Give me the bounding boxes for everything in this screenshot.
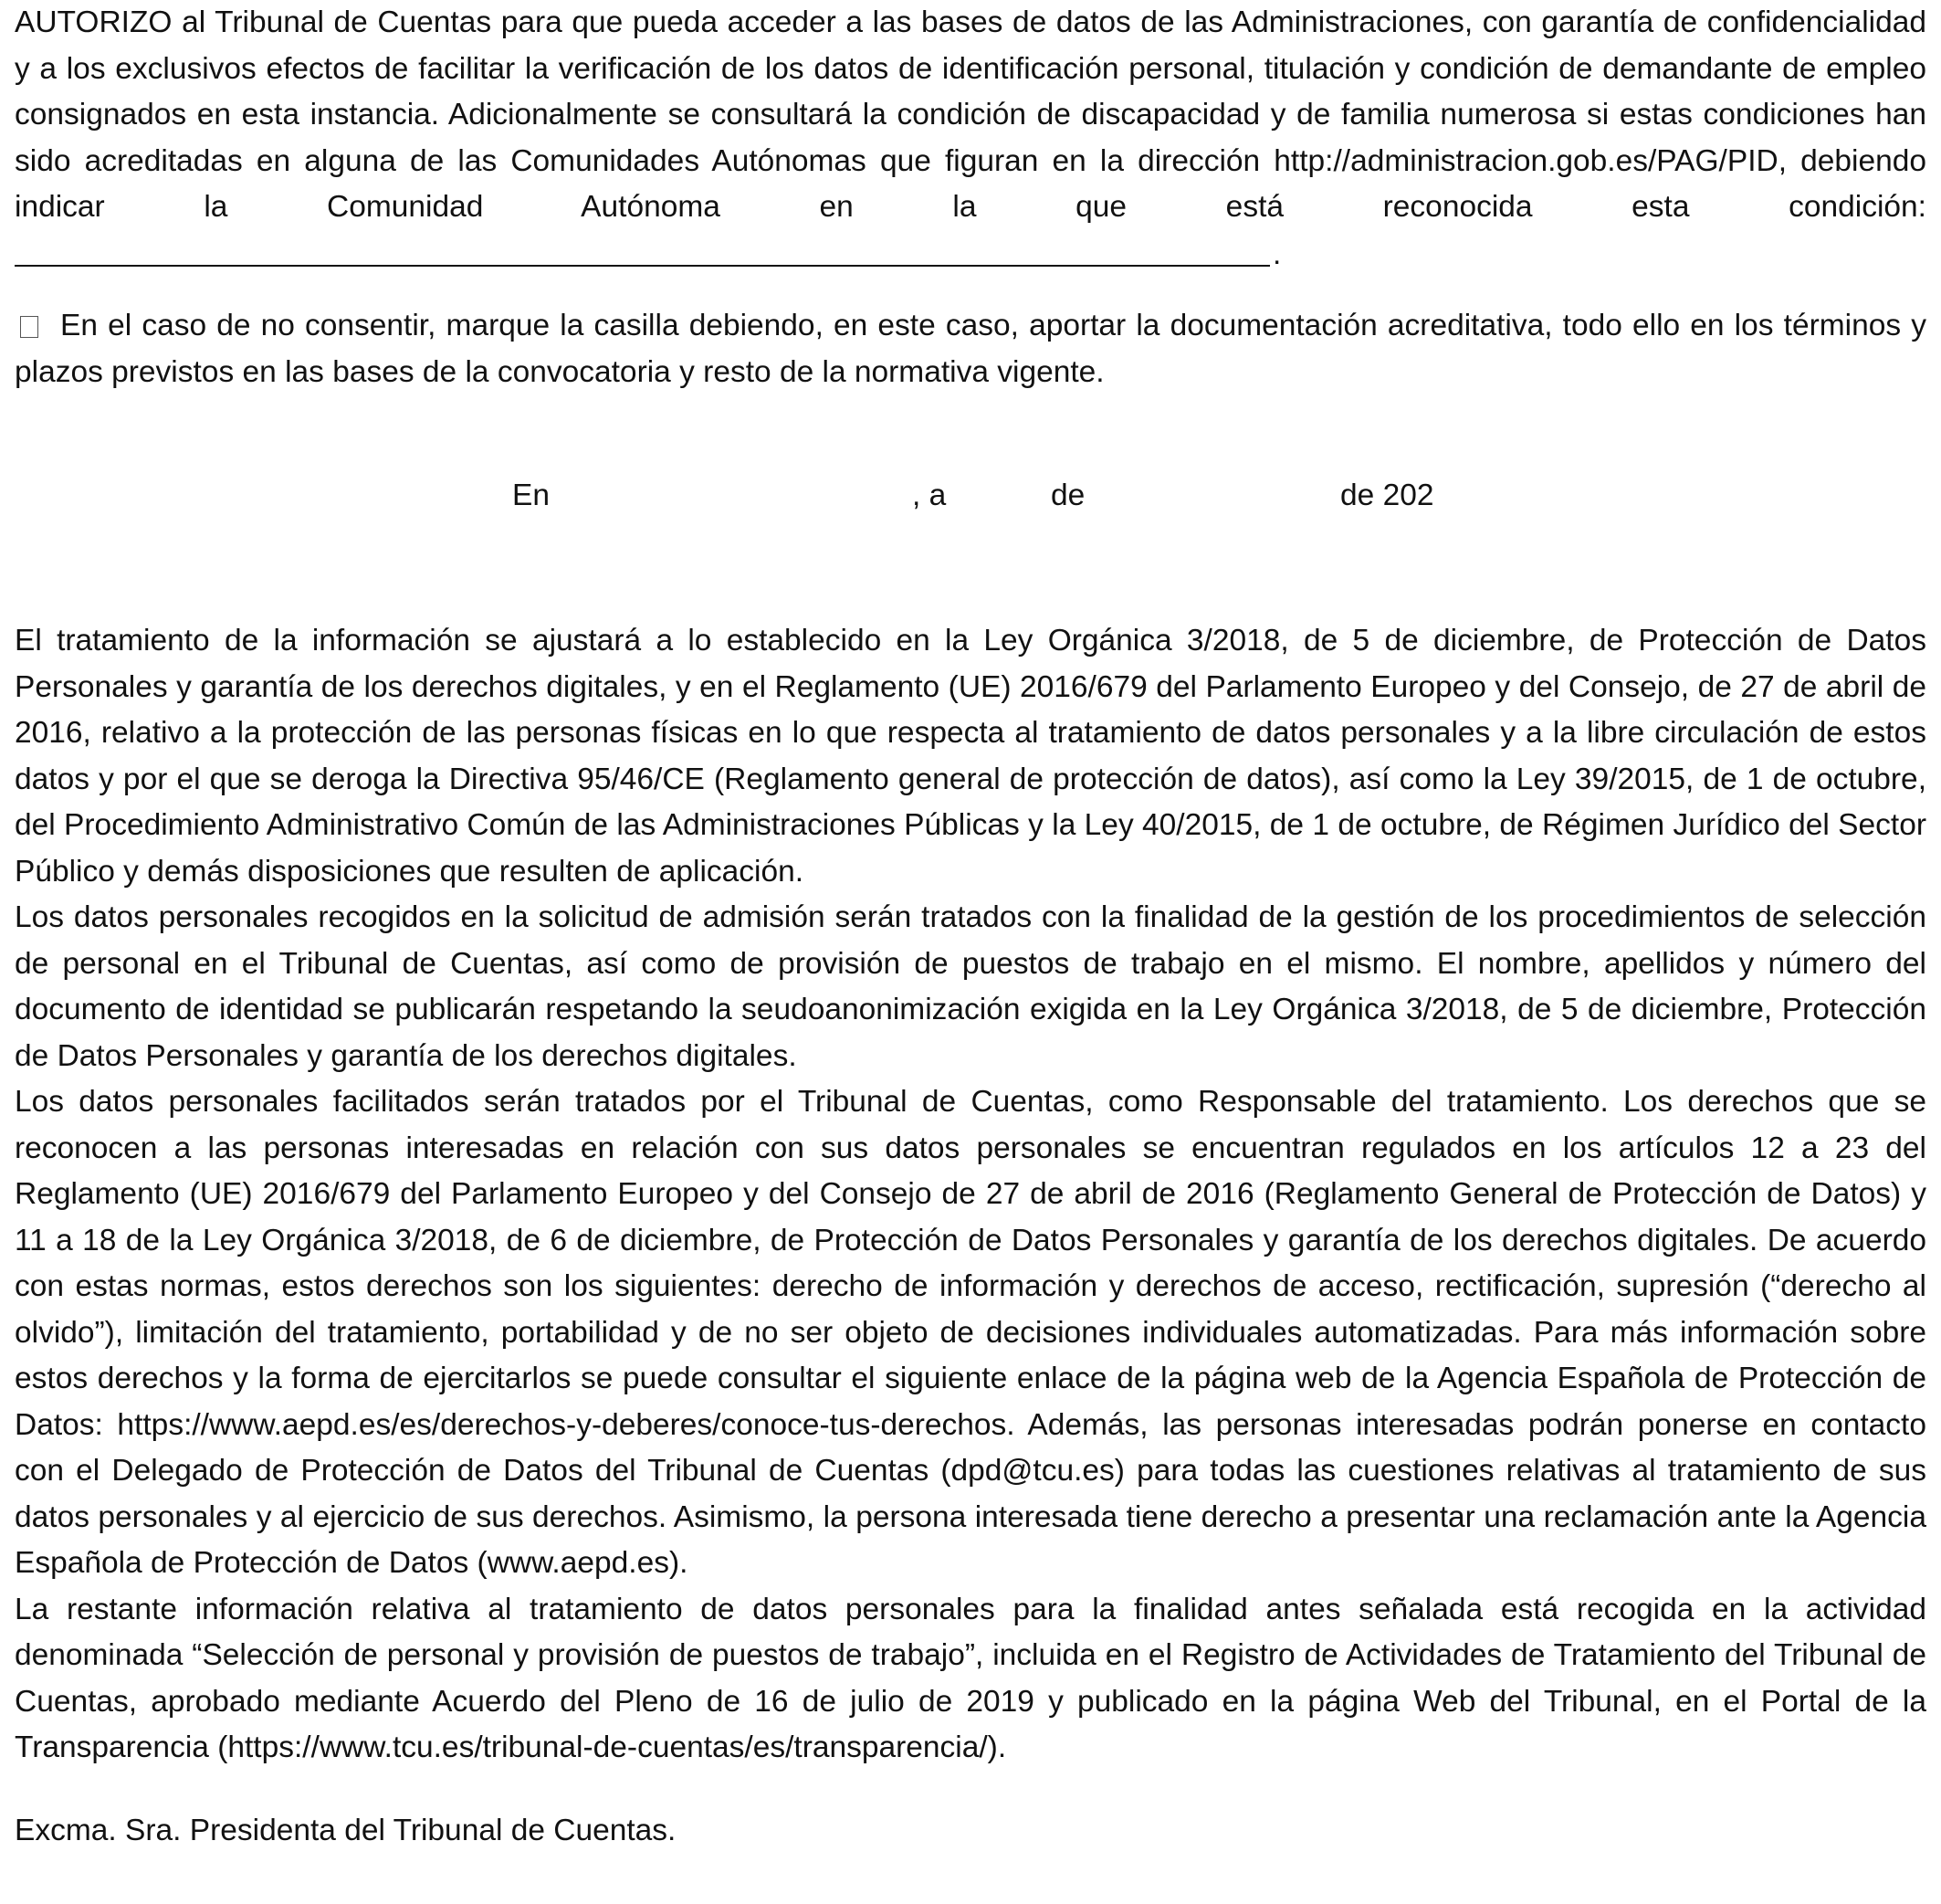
- community-blank-line: [15, 232, 1926, 278]
- month-label: de: [1051, 479, 1086, 512]
- legal-paragraph: La restante información relativa al tratamiento de datos personales para la finalidad antes señalada está recogida en la actividad denominada “Selección de personal y provisión de puestos de trabajo”, incluida en el Registro de Actividades de Tratamiento del Tribunal de Cuentas, aprobado mediante Acuerdo del Pleno de 16 de julio de 2019 y publicado en la página Web del Tribunal, en el Portal de la Transparencia (https://www.tcu.es/tribunal-de-cuentas/es/transparencia/).: [15, 1592, 1926, 1764]
- authorization-paragraph: AUTORIZO al Tribunal de Cuentas para que pueda acceder a las bases de datos de las Administraciones, con garantía de confidencialidad y a los exclusivos efectos de facilitar la verificación de los datos de identificación personal, titulación y condición de demandante de empleo consignados en esta instancia. Adicionalmente se consultará la condición de discapacidad y de familia numerosa si estas condiciones han sido acreditadas en alguna de las Comunidades Autónomas que figuran en la dirección http://administracion.gob.es/PAG/PID, debiendo indicar la Comunidad Autónoma en la que está reconocida esta condición:: [15, 5, 1926, 224]
- no-consent-checkbox[interactable]: [20, 316, 38, 338]
- year-label: de 202: [1340, 479, 1434, 512]
- legal-paragraph: Los datos personales facilitados serán tratados por el Tribunal de Cuentas, como Responsable del tratamiento. Los derechos que se reconocen a las personas interesadas en relación con sus datos personales se encuentran regulados en los artículos 12 a 23 del Reglamento (UE) 2016/679 del Parlamento Europeo y del Consejo de 27 de abril de 2016 (Reglamento General de Protección de Datos) y 11 a 18 de la Ley Orgánica 3/2018, de 6 de diciembre, de Protección de Datos Personales y garantía de los derechos digitales. De acuerdo con estas normas, estos derechos son los siguientes: derecho de información y derechos de acceso, rectificación, supresión (“derecho al olvido”), limitación del tratamiento, portabilidad y de no ser objeto de decisiones individuales automatizadas. Para más información sobre estos derechos y la forma de ejercitarlos se puede consultar el siguiente enlace de la página web de la Agencia Española de Protección de Datos: https://www.aepd.es/es/derechos-y-deberes/conoce-tus-derechos. Además, las personas interesadas podrán ponerse en contacto con el Delegado de Protección de Datos del Tribunal de Cuentas (dpd@tcu.es) para todas las cuestiones relativas al tratamiento de sus datos personales y al ejercicio de sus derechos. Asimismo, la persona interesada tiene derecho a presentar una reclamación ante la Agencia Española de Protección de Datos (www.aepd.es).: [15, 1085, 1926, 1580]
- legal-paragraph: Los datos personales recogidos en la solicitud de admisión serán tratados con la finalidad de la gestión de los procedimientos de selección de personal en el Tribunal de Cuentas, así como de provisión de puestos de trabajo en el mismo. El nombre, apellidos y número del documento de identidad se publicarán respetando la seudoanonimización exigida en la Ley Orgánica 3/2018, de 5 de diciembre, Protección de Datos Personales y garantía de los derechos digitales.: [15, 900, 1926, 1073]
- place-label: En: [512, 479, 550, 512]
- date-line: [15, 473, 1926, 521]
- consent-text: En el caso de no consentir, marque la casilla debiendo, en este caso, aportar la documentación acreditativa, todo ello en los términos y plazos previstos en las bases de la convocatoria y resto de la normativa vigente.: [15, 309, 1926, 389]
- consent-paragraph: [15, 303, 1926, 395]
- blank-period: .: [1273, 237, 1282, 271]
- addressee: Excma. Sra. Presidenta del Tribunal de Cuentas.: [15, 1814, 677, 1847]
- legal-paragraph: El tratamiento de la información se ajustará a lo establecido en la Ley Orgánica 3/2018, de 5 de diciembre, de Protección de Datos Personales y garantía de los derechos digitales, y en el Reglamento (UE) 2016/679 del Parlamento Europeo y del Consejo, de 27 de abril de 2016, relativo a la protección de las personas físicas en lo que respecta al tratamiento de datos personales y a la libre circulación de estos datos y por el que se deroga la Directiva 95/46/CE (Reglamento general de protección de datos), así como la Ley 39/2015, de 1 de octubre, del Procedimiento Administrativo Común de las Administraciones Públicas y la Ley 40/2015, de 1 de octubre, de Régimen Jurídico del Sector Público y demás disposiciones que resulten de aplicación.: [15, 624, 1926, 889]
- community-blank-field[interactable]: [15, 265, 1270, 267]
- data-protection-notice: [15, 618, 1926, 1772]
- day-label: , a: [912, 479, 947, 512]
